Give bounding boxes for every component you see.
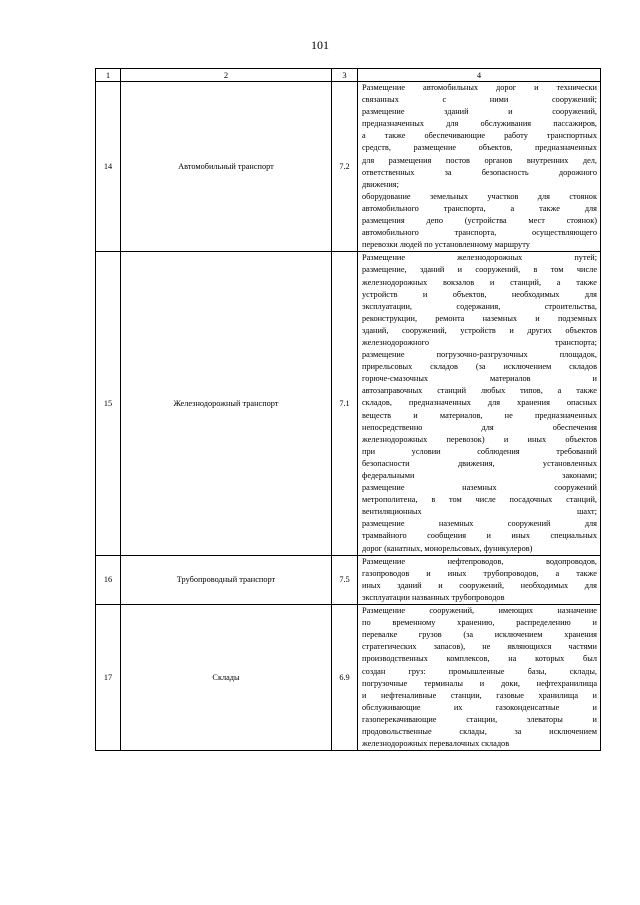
- description-line: перевозки людей по установленному маршруту: [362, 240, 530, 250]
- description-line: Размещение автомобильных дорог и технически: [362, 83, 597, 92]
- description-line: веществ и материалов, не предназначенных: [362, 410, 597, 420]
- description-line: трамвайного сообщения и иных специальных: [362, 531, 597, 541]
- description-line: федеральными законами;: [362, 471, 597, 480]
- description-line: размещения депо (устройства мест стоянок): [362, 216, 597, 226]
- description-line: горюче-смазочных материалов и: [362, 374, 597, 384]
- row-number: 16: [96, 555, 121, 604]
- description-line: реконструкции, ремонта наземных и подземных: [362, 313, 597, 323]
- header-col-1: 1: [96, 69, 121, 82]
- description-line: железнодорожных перевозок) и иных объектов: [362, 434, 597, 444]
- description-line: автомобильного транспорта, осуществляющего: [362, 228, 597, 238]
- description-line: устройств и объектов, необходимых для: [362, 289, 597, 299]
- row-name: Железнодорожный транспорт: [121, 252, 332, 555]
- page-number: 101: [311, 38, 329, 52]
- row-name: Автомобильный транспорт: [121, 82, 332, 252]
- description-line: дорог (канатных, монорельсовых, фуникулеров): [362, 543, 533, 553]
- description-line: обслуживающие их газоконденсатные и: [362, 702, 597, 712]
- row-description: [358, 252, 601, 555]
- description-line: газоперекачивающие станции, элеваторы и: [362, 714, 597, 724]
- description-line: прирельсовых складов (за исключением складов: [362, 362, 597, 372]
- description-line: эксплуатации, содержания, строительства,: [362, 301, 597, 311]
- description-line: иных зданий и сооружений, необходимых для: [362, 580, 597, 590]
- description-line: ответственных за безопасность дорожного: [362, 167, 597, 177]
- description-line: газопроводов и иных трубопроводов, а также: [362, 568, 597, 578]
- row-code: 7.2: [332, 82, 358, 252]
- description-line: зданий, сооружений, устройств и других объектов: [362, 325, 597, 335]
- description-line: размещение, зданий и сооружений, в том числе: [362, 265, 597, 275]
- description-line: оборудование земельных участков для стоянок: [362, 191, 597, 201]
- description-line: для размещения постов органов внутренних дел,: [362, 155, 597, 165]
- row-code: 6.9: [332, 605, 358, 751]
- description-line: Размещение сооружений, имеющих назначение: [362, 606, 597, 616]
- description-line: Размещение нефтепроводов, водопроводов,: [362, 556, 597, 566]
- table-row: [96, 82, 601, 252]
- description-line: непосредственно для обеспечения: [362, 422, 597, 432]
- description-line: предназначенных для обслуживания пассажиров,: [362, 119, 597, 129]
- row-description: [358, 82, 601, 252]
- description-line: перевалке грузов (за исключением хранения: [362, 630, 597, 640]
- row-number: 17: [96, 605, 121, 751]
- description-line: размещение наземных сооружений: [362, 483, 597, 493]
- description-line: при условии соблюдения требований: [362, 446, 597, 456]
- row-name: Склады: [121, 605, 332, 751]
- header-col-2: 2: [121, 69, 332, 82]
- description-line: железнодорожного транспорта;: [362, 337, 597, 347]
- description-line: вентиляционных шахт;: [362, 507, 597, 517]
- table-row: [96, 605, 601, 751]
- description-line: безопасности движения, установленных: [362, 458, 597, 468]
- description-line: средств, размещение объектов, предназначенных: [362, 143, 597, 153]
- row-description: [358, 555, 601, 604]
- description-line: метрополитена, в том числе посадочных станций,: [362, 495, 597, 505]
- description-line: производственных комплексов, на которых был: [362, 654, 597, 664]
- table-header-row: [96, 69, 601, 82]
- description-line: железнодорожных перевалочных складов: [362, 739, 510, 749]
- row-number: 14: [96, 82, 121, 252]
- description-line: и нефтеналивные станции, газовые хранилища и: [362, 690, 597, 700]
- row-name: Трубопроводный транспорт: [121, 555, 332, 604]
- table-row: [96, 555, 601, 604]
- description-line: по временному хранению, распределению и: [362, 618, 597, 628]
- row-code: 7.5: [332, 555, 358, 604]
- description-line: размещение погрузочно-разгрузочных площадок,: [362, 350, 597, 360]
- description-line: Размещение железнодорожных путей;: [362, 253, 597, 263]
- description-line: стратегических запасов), не являющихся частями: [362, 642, 597, 652]
- row-description: [358, 605, 601, 751]
- land-use-table: [95, 68, 601, 751]
- description-line: погрузочные терминалы и доки, нефтехранилища: [362, 678, 597, 688]
- header-col-3: 3: [332, 69, 358, 82]
- table-row: [96, 252, 601, 555]
- description-line: продовольственные склады, за исключением: [362, 726, 597, 736]
- row-code: 7.1: [332, 252, 358, 555]
- description-line: создан груз: промышленные базы, склады,: [362, 666, 597, 676]
- description-line: связанных с ними сооружений;: [362, 95, 597, 105]
- header-col-4: 4: [358, 69, 601, 82]
- description-line: движения;: [362, 179, 399, 189]
- row-number: 15: [96, 252, 121, 555]
- description-line: складов, предназначенных для хранения опасных: [362, 398, 597, 408]
- description-line: эксплуатации названных трубопроводов: [362, 592, 505, 602]
- description-line: железнодорожных вокзалов и станций, а также: [362, 277, 597, 287]
- description-line: а также обеспечивающие работу транспортных: [362, 131, 597, 141]
- description-line: размещение наземных сооружений для: [362, 519, 597, 529]
- description-line: автозаправочных станций любых типов, а также: [362, 386, 597, 396]
- description-line: автомобильного транспорта, а также для: [362, 203, 597, 213]
- description-line: размещение зданий и сооружений,: [362, 107, 597, 117]
